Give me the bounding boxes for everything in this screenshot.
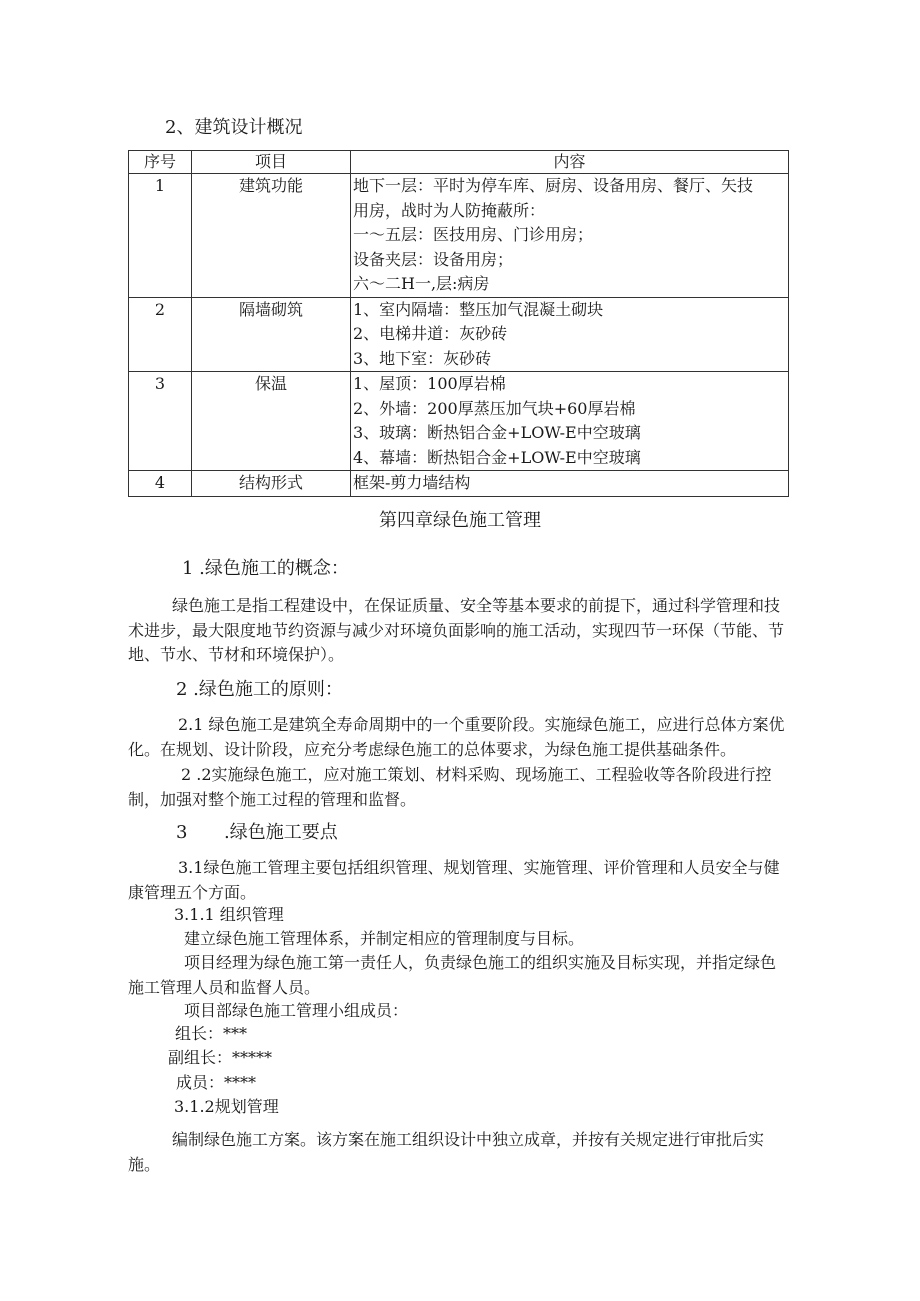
content-line: 地下一层：平时为停车库、厨房、设备用房、餐厅、矢技 xyxy=(353,176,754,195)
row-item: 保温 xyxy=(192,372,351,471)
table-row xyxy=(129,297,789,372)
team-leader: 组长：*** xyxy=(175,1024,248,1043)
content-line: 一～五层：医技用房、门诊用房； xyxy=(353,225,594,244)
row-no: 1 xyxy=(129,174,192,298)
content-line: 3、地下室：灰砂砖 xyxy=(353,348,492,368)
row-no: 3 xyxy=(129,372,192,471)
row-no: 4 xyxy=(129,471,192,497)
paragraph: 项目经理为绿色施工第一责任人，负责绿色施工的组织实施及目标实现，并指定绿色施工管理人员和监督人员。 xyxy=(128,953,777,997)
content-line: 设备夹层：设备用房； xyxy=(353,249,514,269)
content-line: 4、幕墙：断热铝合金+LOW-E中空玻璃 xyxy=(353,447,641,467)
header-no: 序号 xyxy=(129,151,192,174)
content-line: 2、外墙：200厚蒸压加气块+60厚岩棉 xyxy=(353,398,636,418)
paragraph: 3.1绿色施工管理主要包括组织管理、规划管理、实施管理、评价管理和人员安全与健康管理五个方面。 xyxy=(128,858,780,902)
row-item: 隔墙砌筑 xyxy=(192,297,351,372)
header-item: 项目 xyxy=(192,151,351,174)
paragraph: 2.1 绿色施工是建筑全寿命周期中的一个重要阶段。实施绿色施工，应进行总体方案优化。在规划、设计阶段，应充分考虑绿色施工的总体要求，为绿色施工提供基础条件。 xyxy=(128,715,785,759)
content-line: 2、电梯井道：灰砂砖 xyxy=(353,324,508,343)
content-line: 1、屋顶：100厚岩棉 xyxy=(353,374,506,393)
building-design-table xyxy=(128,150,789,497)
header-content: 内容 xyxy=(351,151,789,174)
team-members: 成员：**** xyxy=(176,1073,257,1092)
section-heading: 1 .绿色施工的概念： xyxy=(182,558,349,579)
paragraph: 编制绿色施工方案。该方案在施工组织设计中独立成章，并按有关规定进行审批后实施。 xyxy=(128,1130,765,1174)
table-row xyxy=(129,372,789,471)
table-row xyxy=(129,174,789,298)
row-no: 2 xyxy=(129,297,192,372)
section-heading: 2、建筑设计概况 xyxy=(165,117,303,138)
section-heading: .绿色施工要点 xyxy=(224,822,338,843)
content-line: 用房，战时为人防掩蔽所： xyxy=(353,200,546,220)
content-line: 六～二H一,层:病房 xyxy=(353,274,490,293)
subsection-heading: 3.1.1 组织管理 xyxy=(174,905,284,924)
row-content xyxy=(351,297,789,372)
row-content xyxy=(351,174,789,298)
team-title: 项目部绿色施工管理小组成员： xyxy=(184,1001,409,1020)
row-item: 结构形式 xyxy=(192,471,351,497)
team-deputy: 副组长：***** xyxy=(168,1048,273,1067)
chapter-title: 第四章绿色施工管理 xyxy=(379,510,541,531)
subsection-heading: 3.1.2规划管理 xyxy=(174,1097,279,1116)
content-line: 3、玻璃：断热铝合金+LOW-E中空玻璃 xyxy=(353,423,641,442)
paragraph: 2 .2实施绿色施工，应对施工策划、材料采购、现场施工、工程验收等各阶段进行控制，加强对整个施工过程的管理和监督。 xyxy=(128,765,772,809)
section-heading: 2 .绿色施工的原则： xyxy=(176,679,343,700)
row-content xyxy=(351,372,789,471)
paragraph: 建立绿色施工管理体系，并制定相应的管理制度与目标。 xyxy=(184,929,585,948)
section-heading-number: 3 xyxy=(176,822,188,843)
row-content xyxy=(351,471,789,497)
content-line: 1、室内隔墙：整压加气混凝土砌块 xyxy=(353,299,604,319)
table-row xyxy=(129,471,789,497)
table-header-row xyxy=(129,151,789,174)
content-line: 框架-剪力墙结构 xyxy=(353,473,471,492)
row-item: 建筑功能 xyxy=(192,174,351,298)
paragraph: 绿色施工是指工程建设中，在保证质量、安全等基本要求的前提下，通过科学管理和技术进步，最大限度地节约资源与减少对环境负面影响的施工活动，实现四节一环保（节能、节地、节水、节材和环境保护）。 xyxy=(128,596,785,664)
